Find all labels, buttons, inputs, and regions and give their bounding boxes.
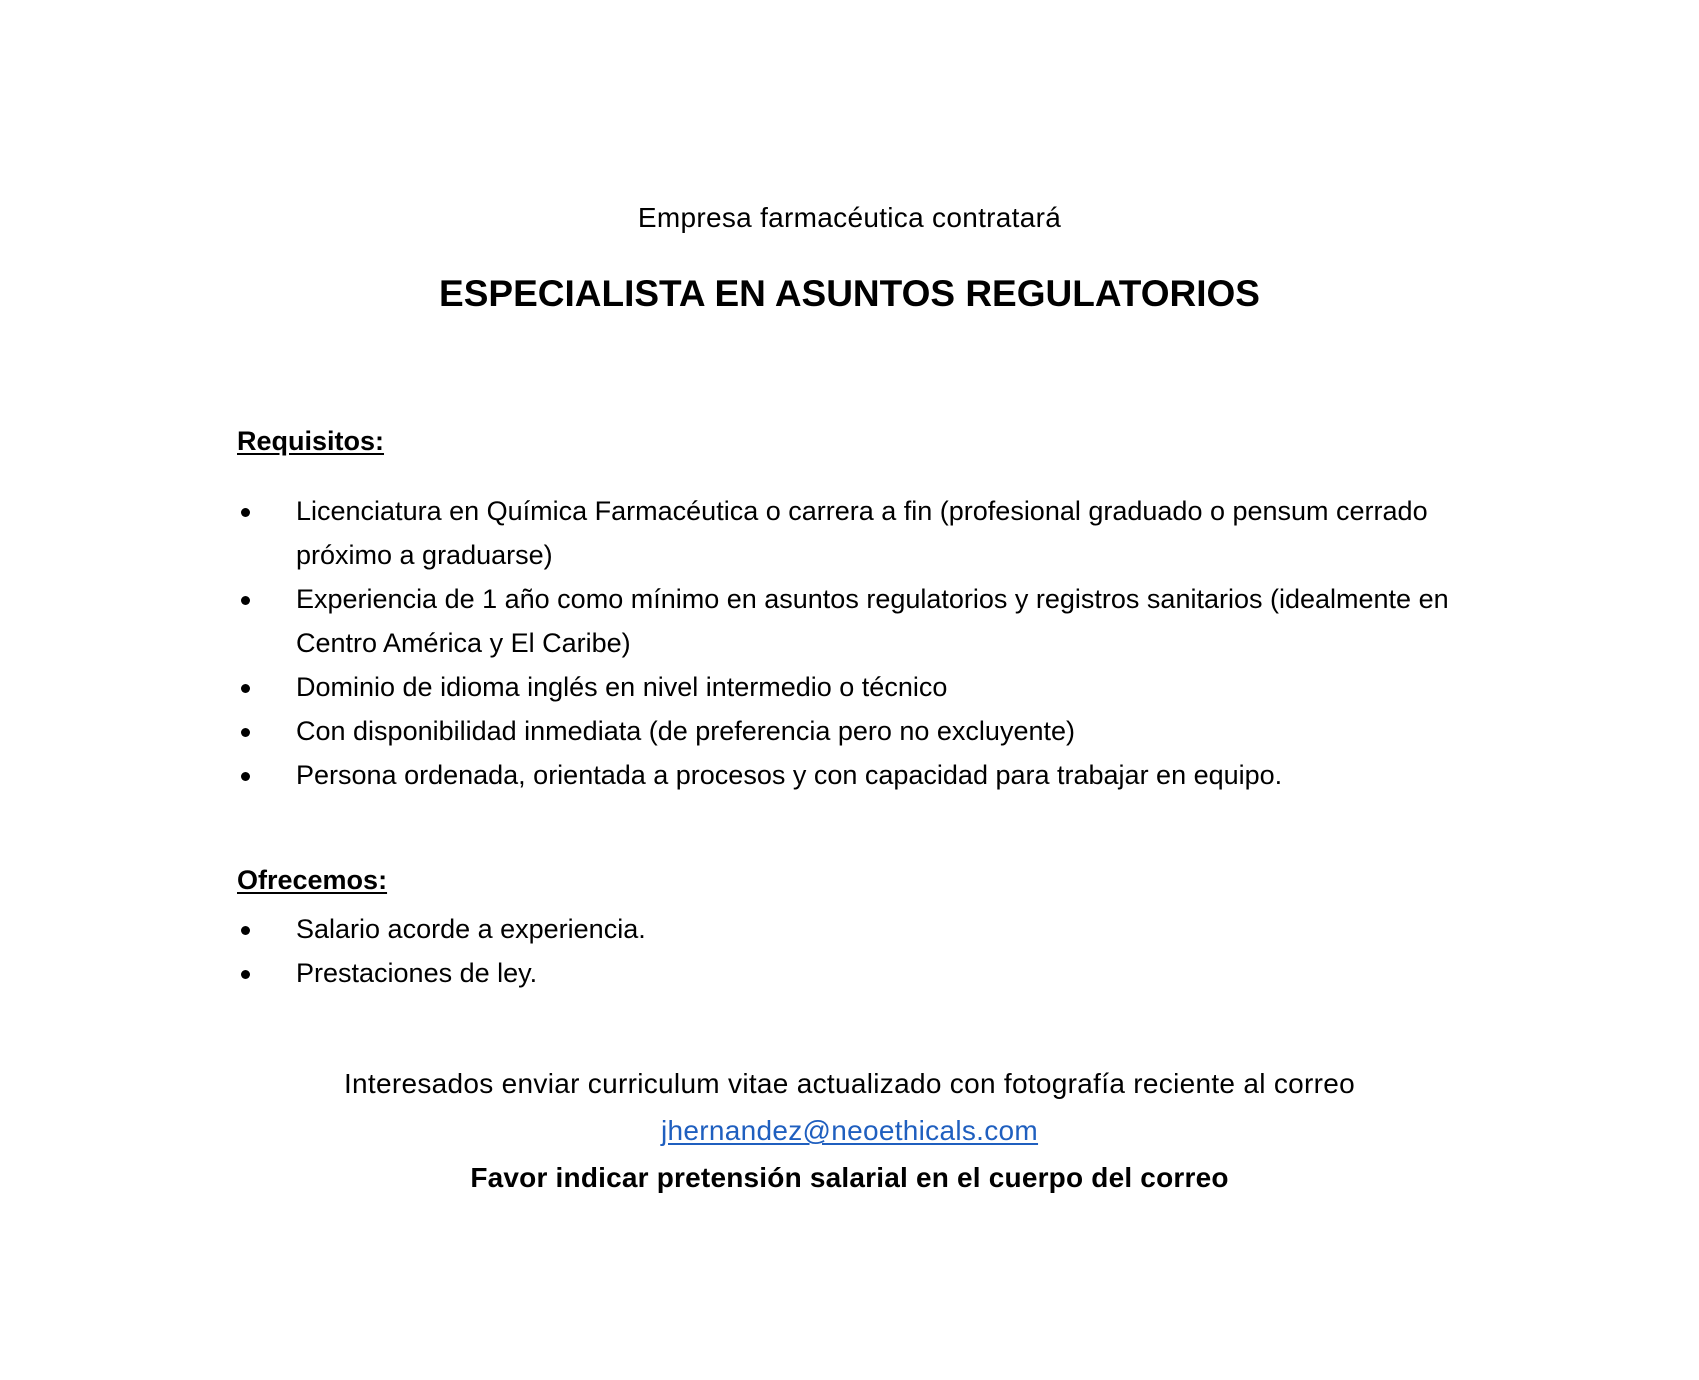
- offer-text: Prestaciones de ley.: [296, 958, 538, 988]
- requirement-item: [237, 709, 1497, 753]
- email-link[interactable]: jhernandez@neoethicals.com: [660, 1115, 1039, 1146]
- requirement-text: Con disponibilidad inmediata (de preferencia pero no excluyente): [296, 716, 1075, 746]
- bullet-icon: [241, 970, 250, 979]
- requirement-item: [237, 577, 1497, 665]
- requirement-item: [237, 753, 1497, 797]
- requirement-text: Licenciatura en Química Farmacéutica o carrera a fin (profesional graduado o pensum cerrado próximo a graduarse): [296, 496, 1428, 570]
- bullet-icon: [241, 596, 250, 605]
- requirement-text: Persona ordenada, orientada a procesos y con capacidad para trabajar en equipo.: [296, 760, 1283, 790]
- requirement-item: [237, 489, 1497, 577]
- offer-heading: Ofrecemos:: [237, 865, 388, 895]
- requirements-list: [237, 489, 1497, 797]
- requirement-text: Experiencia de 1 año como mínimo en asuntos regulatorios y registros sanitarios (idealmente en Centro América y El Caribe): [296, 584, 1449, 658]
- bullet-icon: [241, 926, 250, 935]
- requirement-text: Dominio de idioma inglés en nivel intermedio o técnico: [296, 672, 948, 702]
- offer-list: [237, 907, 1497, 995]
- offer-item: [237, 907, 1497, 951]
- bullet-icon: [241, 728, 250, 737]
- offer-text: Salario acorde a experiencia.: [296, 914, 646, 944]
- offer-item: [237, 951, 1497, 995]
- bullet-icon: [241, 684, 250, 693]
- intro-line: Empresa farmacéutica contratará: [637, 202, 1062, 233]
- requirement-item: [237, 665, 1497, 709]
- bullet-icon: [241, 772, 250, 781]
- requirements-heading: Requisitos:: [237, 426, 385, 456]
- bullet-icon: [241, 508, 250, 517]
- contact-block: [0, 1060, 1699, 1201]
- salary-note: Favor indicar pretensión salarial en el cuerpo del correo: [470, 1162, 1229, 1193]
- job-title: ESPECIALISTA EN ASUNTOS REGULATORIOS: [439, 273, 1260, 314]
- contact-instruction: Interesados enviar curriculum vitae actualizado con fotografía reciente al correo: [343, 1068, 1356, 1099]
